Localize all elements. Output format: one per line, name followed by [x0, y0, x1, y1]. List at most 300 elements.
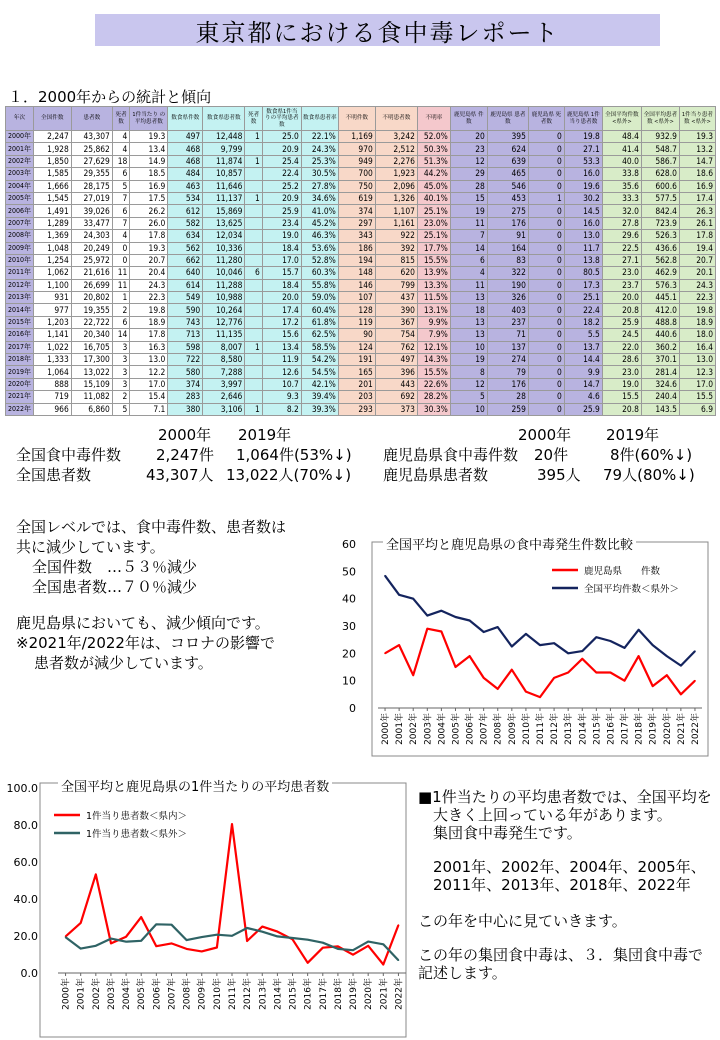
table-cell: 598 — [168, 341, 203, 353]
table-cell: 17.0 — [679, 378, 715, 390]
y-tick-label: 80.0 — [13, 819, 38, 832]
table-cell — [245, 180, 262, 192]
table-cell: 977 — [33, 304, 71, 316]
x-tick-label: 2010年 — [212, 978, 223, 1010]
table-cell: 14.7 — [679, 155, 715, 167]
statistics-table-container — [5, 106, 716, 416]
x-tick-label: 2014年 — [273, 978, 284, 1010]
table-cell: 25,972 — [71, 254, 112, 266]
table-cell: 7 — [450, 230, 487, 242]
table-cell: 13.0 — [564, 230, 602, 242]
table-cell: 2 — [112, 304, 129, 316]
y-tick-label: 0.0 — [20, 967, 38, 980]
table-cell: 10,988 — [203, 292, 245, 304]
data-point — [307, 962, 309, 964]
table-cell: 80.5 — [564, 267, 602, 279]
data-point — [567, 653, 569, 655]
x-tick-label: 2000年 — [381, 713, 392, 745]
x-tick-label: 2004年 — [122, 978, 133, 1010]
data-point — [367, 941, 369, 943]
table-year-cell: 2018年 — [6, 354, 34, 366]
table-header-cell: 全国件数 — [33, 107, 71, 131]
table-cell: 20.1 — [679, 267, 715, 279]
data-point — [581, 658, 583, 660]
table-cell: 2,512 — [375, 143, 417, 155]
table-cell: 19.8 — [564, 131, 602, 143]
table-cell: 2,276 — [375, 155, 417, 167]
table-cell: 614 — [168, 279, 203, 291]
table-cell: 577.5 — [641, 192, 679, 204]
table-cell: 23.4 — [262, 217, 301, 229]
table-cell: 33.3 — [602, 192, 641, 204]
table-cell: 61.8% — [301, 316, 338, 328]
table-cell: 12.2 — [130, 366, 168, 378]
table-cell: 0 — [528, 155, 564, 167]
table-cell: 360.2 — [641, 341, 679, 353]
table-cell: 45.2% — [301, 217, 338, 229]
table-cell: 176 — [487, 378, 528, 390]
table-cell: 26.3 — [679, 205, 715, 217]
notes1-line7: 患者数が減少しています。 — [34, 654, 213, 672]
table-cell: 83 — [487, 254, 528, 266]
table-cell: 3,242 — [375, 131, 417, 143]
table-cell: 0 — [528, 304, 564, 316]
data-point — [624, 647, 626, 649]
table-cell: 14 — [112, 329, 129, 341]
table-header-cell: 全国平均件数 <県外> — [602, 107, 641, 131]
table-cell: 970 — [338, 143, 375, 155]
table-cell: 1,491 — [33, 205, 71, 217]
case-count-chart — [330, 530, 715, 765]
table-cell: 19.4 — [679, 242, 715, 254]
table-cell: 23.7 — [602, 279, 641, 291]
table-year-cell: 2014年 — [6, 304, 34, 316]
table-cell: 23 — [450, 143, 487, 155]
national-cases-2000: 2,247件 — [156, 446, 214, 464]
table-header-cell: 鹿児島県 死者数 — [528, 107, 564, 131]
data-point — [201, 936, 203, 938]
table-header-row — [6, 107, 716, 131]
table-row — [6, 192, 716, 204]
notes2-line1: ■1件当たりの平均患者数では、全国平均を — [418, 788, 712, 806]
table-cell: 18.4 — [262, 242, 301, 254]
data-point — [398, 594, 400, 596]
table-year-cell: 2013年 — [6, 292, 34, 304]
table-cell: 22.4 — [564, 304, 602, 316]
x-tick-label: 2022年 — [690, 713, 701, 745]
table-cell: 18.6 — [679, 168, 715, 180]
table-cell: 25.9 — [602, 316, 641, 328]
data-point — [638, 629, 640, 631]
table-cell: 23.0% — [417, 217, 450, 229]
table-cell: 0 — [528, 180, 564, 192]
notes2-line4: 2001年、2002年、2004年、2005年、 — [433, 858, 706, 876]
table-cell: 43,307 — [71, 131, 112, 143]
table-cell: 548.7 — [641, 143, 679, 155]
table-cell: 497 — [168, 131, 203, 143]
x-tick-label: 2020年 — [364, 978, 375, 1010]
table-cell: 12,034 — [203, 230, 245, 242]
y-tick-label: 40.0 — [13, 893, 38, 906]
table-cell: 949 — [338, 155, 375, 167]
table-cell: 17.7% — [417, 242, 450, 254]
table-cell: 931 — [33, 292, 71, 304]
table-cell: 11 — [450, 279, 487, 291]
data-point — [539, 644, 541, 646]
table-cell: 13.9% — [417, 267, 450, 279]
table-cell: 13 — [450, 329, 487, 341]
table-cell: 0 — [528, 217, 564, 229]
x-tick-label: 2017年 — [318, 978, 329, 1010]
table-cell: 45.0% — [417, 180, 450, 192]
table-cell: 6 — [112, 316, 129, 328]
table-cell: 27.8% — [301, 180, 338, 192]
y-tick-label: 60 — [342, 538, 356, 551]
notes1-line3: 全国件数 …５３％減少 — [32, 558, 198, 576]
table-cell: 1 — [528, 192, 564, 204]
data-point — [384, 575, 386, 577]
table-cell: 15 — [450, 192, 487, 204]
data-point — [80, 922, 82, 924]
table-cell: 13.0 — [130, 354, 168, 366]
table-cell: 35.6 — [602, 180, 641, 192]
table-cell: 18 — [112, 155, 129, 167]
table-row — [6, 155, 716, 167]
table-cell: 29,355 — [71, 168, 112, 180]
data-point — [525, 691, 527, 693]
table-cell: 20.4 — [130, 267, 168, 279]
data-point — [261, 926, 263, 928]
table-cell — [245, 230, 262, 242]
data-point — [412, 674, 414, 676]
table-cell: 562.8 — [641, 254, 679, 266]
table-row — [6, 254, 716, 266]
table-cell: 468 — [168, 143, 203, 155]
data-point — [666, 674, 668, 676]
table-cell: 612 — [168, 205, 203, 217]
data-point — [596, 672, 598, 674]
table-cell: 0 — [528, 316, 564, 328]
table-cell: 194 — [338, 254, 375, 266]
notes2-line6: この年を中心に見ていきます。 — [418, 912, 627, 930]
data-point — [246, 940, 248, 942]
table-cell: 1,928 — [33, 143, 71, 155]
table-cell: 16,705 — [71, 341, 112, 353]
table-cell: 1 — [245, 192, 262, 204]
table-cell: 40.0 — [602, 155, 641, 167]
table-cell: 639 — [487, 155, 528, 167]
table-cell: 966 — [33, 403, 71, 415]
table-cell: 396 — [375, 366, 417, 378]
table-cell: 9.3 — [262, 391, 301, 403]
table-cell: 34.6% — [301, 192, 338, 204]
table-cell: 52.0% — [417, 131, 450, 143]
table-cell: 14.3% — [417, 354, 450, 366]
table-year-cell: 2008年 — [6, 230, 34, 242]
table-row — [6, 180, 716, 192]
table-row — [6, 391, 716, 403]
y-tick-label: 100.0 — [6, 782, 38, 795]
table-cell: 27.1 — [564, 143, 602, 155]
table-row — [6, 341, 716, 353]
data-point — [610, 672, 612, 674]
data-point — [246, 927, 248, 929]
table-cell: 25.9 — [262, 205, 301, 217]
table-cell: 176 — [487, 217, 528, 229]
table-cell: 165 — [338, 366, 375, 378]
table-cell: 380 — [168, 403, 203, 415]
table-cell: 25.1% — [417, 230, 450, 242]
x-tick-label: 2012年 — [550, 713, 561, 745]
data-point — [497, 688, 499, 690]
data-point — [337, 946, 339, 948]
table-cell: 71 — [487, 329, 528, 341]
national-patients-2000: 43,307人 — [146, 466, 214, 484]
table-cell: 54.2% — [301, 354, 338, 366]
data-point — [352, 954, 354, 956]
table-cell: 0 — [528, 378, 564, 390]
data-point — [156, 945, 158, 947]
table-cell: 9,799 — [203, 143, 245, 155]
table-cell: 18.9 — [679, 316, 715, 328]
table-cell: 25.0 — [262, 131, 301, 143]
table-cell: 29.6 — [602, 230, 641, 242]
table-cell: 20.0 — [602, 292, 641, 304]
table-cell: 13.2 — [679, 143, 715, 155]
table-cell: 526.3 — [641, 230, 679, 242]
table-cell: 19,355 — [71, 304, 112, 316]
table-cell: 2,646 — [203, 391, 245, 403]
kago-cases-2000: 20件 — [534, 446, 569, 464]
data-point — [156, 924, 158, 926]
x-tick-label: 2007年 — [167, 978, 178, 1010]
table-cell: 51.3% — [417, 155, 450, 167]
chart1-title: 全国平均と鹿児島県の食中毒発生件数比較 — [383, 534, 636, 553]
table-cell: 0 — [528, 242, 564, 254]
table-cell: 16.9 — [130, 180, 168, 192]
table-header-cell: 年次 — [6, 107, 34, 131]
kago-cases-2019: 8件(60%↓) — [610, 446, 693, 464]
table-cell: 22.3 — [679, 292, 715, 304]
data-point — [469, 620, 471, 622]
table-cell: 10,857 — [203, 168, 245, 180]
table-year-cell: 2004年 — [6, 180, 34, 192]
table-cell: 17.2 — [262, 316, 301, 328]
table-cell: 468 — [168, 155, 203, 167]
table-cell: 628.0 — [641, 168, 679, 180]
data-point — [553, 677, 555, 679]
comparison-year-2000: 2000年 — [158, 426, 212, 444]
notes2-line8: 記述します。 — [418, 964, 507, 982]
table-cell: 274 — [487, 354, 528, 366]
table-cell: 17.0 — [130, 378, 168, 390]
table-cell: 16.9 — [679, 180, 715, 192]
data-point — [125, 941, 127, 943]
table-cell: 15.5% — [417, 254, 450, 266]
table-cell: 164 — [487, 242, 528, 254]
table-cell: 19.3 — [130, 242, 168, 254]
table-cell: 1,100 — [33, 279, 71, 291]
table-cell: 124 — [338, 341, 375, 353]
table-cell: 12.3 — [679, 366, 715, 378]
table-cell: 799 — [375, 279, 417, 291]
data-point — [261, 931, 263, 933]
data-point — [186, 939, 188, 941]
table-cell: 28.6 — [602, 354, 641, 366]
table-header-cell: 1件当り患者数 <県外> — [679, 107, 715, 131]
data-point — [186, 948, 188, 950]
table-cell: 240.4 — [641, 391, 679, 403]
table-cell: 11,288 — [203, 279, 245, 291]
y-tick-label: 20.0 — [13, 930, 38, 943]
table-cell: 634 — [168, 230, 203, 242]
x-tick-label: 2003年 — [423, 713, 434, 745]
comparison-year-2019: 2019年 — [238, 426, 292, 444]
national-patients-2019: 13,022人(70%↓) — [226, 466, 352, 484]
table-cell: 18.0 — [679, 329, 715, 341]
table-cell: 11,646 — [203, 180, 245, 192]
table-header-cell: 死者数 — [245, 107, 262, 131]
table-header-cell: 数食県患者数 — [203, 107, 245, 131]
x-tick-label: 2013年 — [564, 713, 575, 745]
table-cell: 33.8 — [602, 168, 641, 180]
table-cell: 11,135 — [203, 329, 245, 341]
data-point — [95, 874, 97, 876]
table-cell — [245, 354, 262, 366]
table-cell: 4 — [112, 131, 129, 143]
table-cell: 13.4 — [262, 341, 301, 353]
data-point — [483, 677, 485, 679]
table-cell: 42.1% — [301, 378, 338, 390]
data-point — [110, 938, 112, 940]
data-point — [367, 945, 369, 947]
table-cell: 90 — [338, 329, 375, 341]
table-cell: 91 — [487, 230, 528, 242]
table-cell: 7.1 — [130, 403, 168, 415]
table-cell: 28.2% — [417, 391, 450, 403]
table-cell: 922 — [375, 230, 417, 242]
y-tick-label: 40 — [342, 592, 356, 606]
table-cell: 10,046 — [203, 267, 245, 279]
table-cell: 25,862 — [71, 143, 112, 155]
table-cell: 0 — [528, 292, 564, 304]
table-cell: 19.8 — [130, 304, 168, 316]
table-cell: 293 — [338, 403, 375, 415]
x-tick-label: 2009年 — [507, 713, 518, 745]
data-point — [483, 631, 485, 633]
x-tick-label: 2020年 — [662, 713, 673, 745]
x-tick-label: 2008年 — [493, 713, 504, 745]
data-point — [680, 665, 682, 667]
table-cell: 39.4% — [301, 391, 338, 403]
table-cell: 18 — [450, 304, 487, 316]
table-cell: 22.0 — [602, 341, 641, 353]
table-cell: 27,019 — [71, 192, 112, 204]
table-cell: 22.3 — [130, 292, 168, 304]
table-cell: 30.3% — [417, 403, 450, 415]
data-point — [95, 945, 97, 947]
data-point — [441, 631, 443, 633]
data-point — [277, 936, 279, 938]
table-cell — [245, 242, 262, 254]
table-cell: 4.6 — [564, 391, 602, 403]
table-cell: 59.0% — [301, 292, 338, 304]
table-row — [6, 131, 716, 143]
data-point — [398, 644, 400, 646]
data-point — [110, 943, 112, 945]
y-tick-label: 50 — [342, 565, 356, 579]
table-cell: 25.3% — [301, 155, 338, 167]
table-cell: 0 — [528, 366, 564, 378]
table-year-cell: 2012年 — [6, 279, 34, 291]
x-tick-label: 2004年 — [437, 713, 448, 745]
table-body — [6, 131, 716, 416]
table-row — [6, 403, 716, 415]
table-cell: 17.8 — [130, 230, 168, 242]
table-cell: 12 — [450, 155, 487, 167]
data-point — [638, 655, 640, 657]
table-year-cell: 2021年 — [6, 391, 34, 403]
table-cell: 497 — [375, 354, 417, 366]
table-cell: 3,997 — [203, 378, 245, 390]
table-cell: 201 — [338, 378, 375, 390]
table-cell: 13 — [450, 316, 487, 328]
table-cell: 17.5 — [130, 192, 168, 204]
table-cell: 53.3 — [564, 155, 602, 167]
table-cell: 1,062 — [33, 267, 71, 279]
data-point — [140, 940, 142, 942]
table-cell — [245, 304, 262, 316]
table-cell: 463 — [168, 180, 203, 192]
table-cell: 30.5% — [301, 168, 338, 180]
table-cell: 15.5% — [417, 366, 450, 378]
table-cell: 26.0 — [130, 217, 168, 229]
table-cell: 17,300 — [71, 354, 112, 366]
table-row — [6, 366, 716, 378]
table-cell: 576.3 — [641, 279, 679, 291]
table-cell: 28 — [450, 180, 487, 192]
table-cell: 1,333 — [33, 354, 71, 366]
data-point — [427, 628, 429, 630]
table-cell: 15,869 — [203, 205, 245, 217]
table-cell: 1,326 — [375, 192, 417, 204]
table-cell: 6 — [112, 168, 129, 180]
table-row — [6, 279, 716, 291]
table-cell: 54.5% — [301, 366, 338, 378]
table-cell: 6 — [450, 254, 487, 266]
comparison-year-2019-kago: 2019年 — [606, 426, 660, 444]
table-cell: 1,585 — [33, 168, 71, 180]
table-header-cell: 不明件数 — [338, 107, 375, 131]
data-point — [80, 948, 82, 950]
table-cell: 14.9 — [130, 155, 168, 167]
table-header-cell: 数食県1件当 りの平均患者数 — [262, 107, 301, 131]
table-cell: 17.8 — [130, 329, 168, 341]
table-cell: 1,545 — [33, 192, 71, 204]
table-cell: 20 — [450, 131, 487, 143]
table-cell: 17.8 — [679, 230, 715, 242]
table-cell: 15.6 — [262, 329, 301, 341]
table-row — [6, 242, 716, 254]
table-header-cell: 鹿児島県 件数 — [450, 107, 487, 131]
table-cell: 24.3 — [679, 279, 715, 291]
table-cell: 888 — [33, 378, 71, 390]
data-point — [65, 936, 67, 938]
data-point — [216, 947, 218, 949]
table-cell: 26.2 — [130, 205, 168, 217]
table-cell — [245, 217, 262, 229]
data-point — [352, 949, 354, 951]
